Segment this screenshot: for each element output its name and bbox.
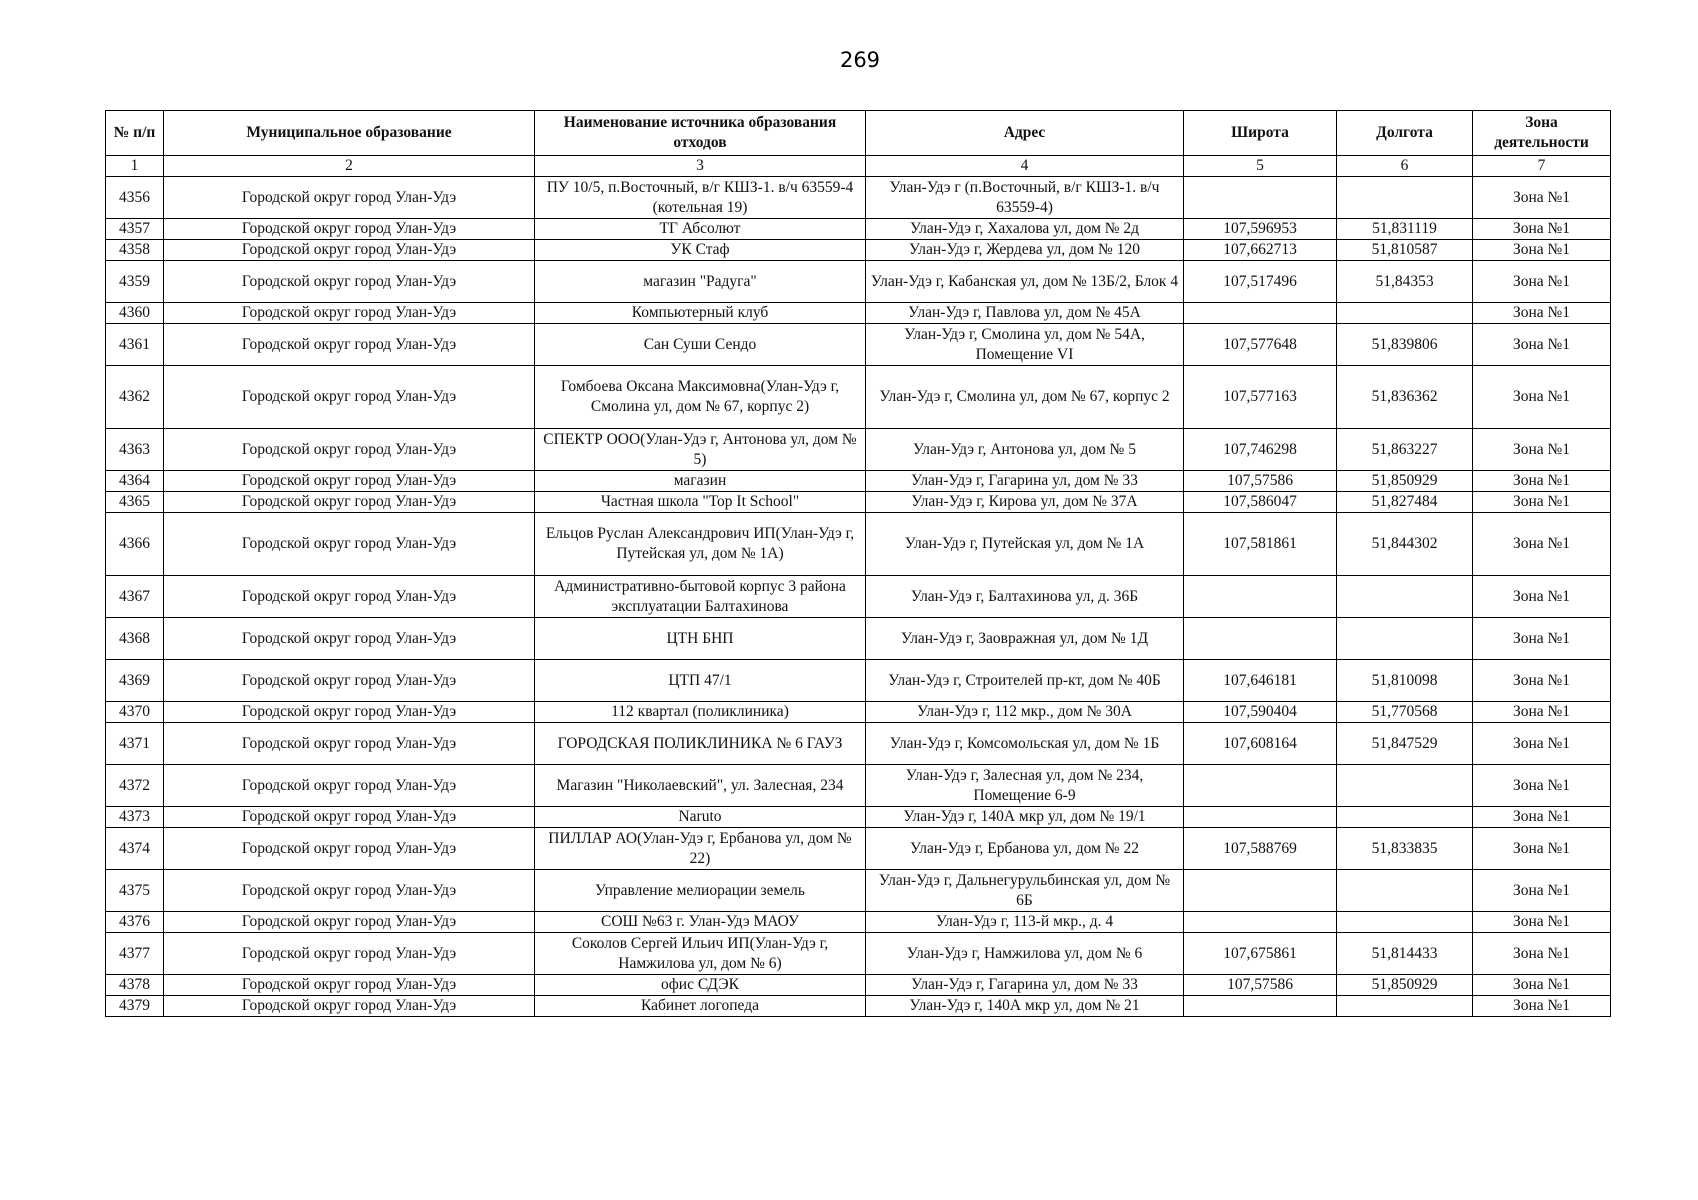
column-number: 5 xyxy=(1184,156,1337,177)
row-number-cell: 4370 xyxy=(106,702,164,723)
table-row xyxy=(106,933,1611,975)
municipality-cell: Городской округ город Улан-Удэ xyxy=(164,471,535,492)
longitude-cell: 51,810098 xyxy=(1337,660,1473,702)
zone-cell: Зона №1 xyxy=(1473,996,1611,1017)
column-number-row xyxy=(106,156,1611,177)
column-number: 6 xyxy=(1337,156,1473,177)
row-number-cell: 4371 xyxy=(106,723,164,765)
table-row xyxy=(106,513,1611,576)
latitude-cell: 107,746298 xyxy=(1184,429,1337,471)
source-cell: Ельцов Руслан Александрович ИП(Улан-Удэ г, Путейская ул, дом № 1А) xyxy=(535,513,866,576)
latitude-cell: 107,581861 xyxy=(1184,513,1337,576)
source-cell: Частная школа "Top It School" xyxy=(535,492,866,513)
address-cell: Улан-Удэ г, Хахалова ул, дом № 2д xyxy=(866,219,1184,240)
latitude-cell xyxy=(1184,870,1337,912)
latitude-cell: 107,57586 xyxy=(1184,975,1337,996)
row-number-cell: 4373 xyxy=(106,807,164,828)
latitude-cell: 107,596953 xyxy=(1184,219,1337,240)
latitude-cell: 107,608164 xyxy=(1184,723,1337,765)
table-row xyxy=(106,240,1611,261)
row-number-cell: 4363 xyxy=(106,429,164,471)
address-cell: Улан-Удэ г, Ербанова ул, дом № 22 xyxy=(866,828,1184,870)
source-cell: ПИЛЛАР АО(Улан-Удэ г, Ербанова ул, дом № 22) xyxy=(535,828,866,870)
row-number-cell: 4366 xyxy=(106,513,164,576)
zone-cell: Зона №1 xyxy=(1473,702,1611,723)
latitude-cell: 107,646181 xyxy=(1184,660,1337,702)
address-cell: Улан-Удэ г, Балтахинова ул, д. 36Б xyxy=(866,576,1184,618)
header-cell: № п/п xyxy=(106,111,164,156)
municipality-cell: Городской округ город Улан-Удэ xyxy=(164,492,535,513)
longitude-cell: 51,833835 xyxy=(1337,828,1473,870)
zone-cell: Зона №1 xyxy=(1473,828,1611,870)
latitude-cell xyxy=(1184,177,1337,219)
row-number-cell: 4378 xyxy=(106,975,164,996)
address-cell: Улан-Удэ г, Кабанская ул, дом № 13Б/2, Блок 4 xyxy=(866,261,1184,303)
source-cell: ЦТП 47/1 xyxy=(535,660,866,702)
table-row xyxy=(106,471,1611,492)
table-row xyxy=(106,702,1611,723)
column-number: 3 xyxy=(535,156,866,177)
zone-cell: Зона №1 xyxy=(1473,933,1611,975)
address-cell: Улан-Удэ г, Дальнегурульбинская ул, дом № 6Б xyxy=(866,870,1184,912)
address-cell: Улан-Удэ г, Павлова ул, дом № 45А xyxy=(866,303,1184,324)
municipality-cell: Городской округ город Улан-Удэ xyxy=(164,870,535,912)
longitude-cell xyxy=(1337,303,1473,324)
longitude-cell xyxy=(1337,912,1473,933)
longitude-cell xyxy=(1337,177,1473,219)
page-number: 269 xyxy=(839,48,881,72)
latitude-cell xyxy=(1184,912,1337,933)
latitude-cell: 107,590404 xyxy=(1184,702,1337,723)
latitude-cell xyxy=(1184,765,1337,807)
zone-cell: Зона №1 xyxy=(1473,870,1611,912)
municipality-cell: Городской округ город Улан-Удэ xyxy=(164,618,535,660)
zone-cell: Зона №1 xyxy=(1473,429,1611,471)
longitude-cell: 51,850929 xyxy=(1337,471,1473,492)
municipality-cell: Городской округ город Улан-Удэ xyxy=(164,240,535,261)
table-row xyxy=(106,828,1611,870)
header-cell: Муниципальное образование xyxy=(164,111,535,156)
zone-cell: Зона №1 xyxy=(1473,912,1611,933)
row-number-cell: 4377 xyxy=(106,933,164,975)
row-number-cell: 4365 xyxy=(106,492,164,513)
address-cell: Улан-Удэ г (п.Восточный, в/г КШЗ-1. в/ч 63559-4) xyxy=(866,177,1184,219)
table-row xyxy=(106,618,1611,660)
source-cell: Кабинет логопеда xyxy=(535,996,866,1017)
table-row xyxy=(106,870,1611,912)
table-row xyxy=(106,261,1611,303)
table-row xyxy=(106,576,1611,618)
source-cell: Магазин "Николаевский", ул. Залесная, 234 xyxy=(535,765,866,807)
source-cell: ГОРОДСКАЯ ПОЛИКЛИНИКА № 6 ГАУЗ xyxy=(535,723,866,765)
address-cell: Улан-Удэ г, Антонова ул, дом № 5 xyxy=(866,429,1184,471)
longitude-cell: 51,839806 xyxy=(1337,324,1473,366)
zone-cell: Зона №1 xyxy=(1473,303,1611,324)
table-row xyxy=(106,177,1611,219)
latitude-cell xyxy=(1184,996,1337,1017)
table-row xyxy=(106,765,1611,807)
municipality-cell: Городской округ город Улан-Удэ xyxy=(164,975,535,996)
longitude-cell: 51,770568 xyxy=(1337,702,1473,723)
zone-cell: Зона №1 xyxy=(1473,723,1611,765)
municipality-cell: Городской округ город Улан-Удэ xyxy=(164,807,535,828)
longitude-cell: 51,810587 xyxy=(1337,240,1473,261)
row-number-cell: 4364 xyxy=(106,471,164,492)
zone-cell: Зона №1 xyxy=(1473,576,1611,618)
address-cell: Улан-Удэ г, Смолина ул, дом № 67, корпус 2 xyxy=(866,366,1184,429)
row-number-cell: 4376 xyxy=(106,912,164,933)
table-row xyxy=(106,807,1611,828)
source-cell: УК Стаф xyxy=(535,240,866,261)
address-cell: Улан-Удэ г, 113-й мкр., д. 4 xyxy=(866,912,1184,933)
municipality-cell: Городской округ город Улан-Удэ xyxy=(164,303,535,324)
municipality-cell: Городской округ город Улан-Удэ xyxy=(164,660,535,702)
address-cell: Улан-Удэ г, Путейская ул, дом № 1А xyxy=(866,513,1184,576)
zone-cell: Зона №1 xyxy=(1473,765,1611,807)
municipality-cell: Городской округ город Улан-Удэ xyxy=(164,177,535,219)
source-cell: 112 квартал (поликлиника) xyxy=(535,702,866,723)
municipality-cell: Городской округ город Улан-Удэ xyxy=(164,324,535,366)
header-cell: Долгота xyxy=(1337,111,1473,156)
municipality-cell: Городской округ город Улан-Удэ xyxy=(164,261,535,303)
table-row xyxy=(106,303,1611,324)
source-cell: Соколов Сергей Ильич ИП(Улан-Удэ г, Намжилова ул, дом № 6) xyxy=(535,933,866,975)
row-number-cell: 4368 xyxy=(106,618,164,660)
longitude-cell: 51,850929 xyxy=(1337,975,1473,996)
source-cell: СПЕКТР ООО(Улан-Удэ г, Антонова ул, дом № 5) xyxy=(535,429,866,471)
row-number-cell: 4356 xyxy=(106,177,164,219)
latitude-cell xyxy=(1184,303,1337,324)
municipality-cell: Городской округ город Улан-Удэ xyxy=(164,723,535,765)
source-cell: ЦТН БНП xyxy=(535,618,866,660)
column-number: 2 xyxy=(164,156,535,177)
zone-cell: Зона №1 xyxy=(1473,975,1611,996)
source-cell: Naruto xyxy=(535,807,866,828)
zone-cell: Зона №1 xyxy=(1473,366,1611,429)
municipality-cell: Городской округ город Улан-Удэ xyxy=(164,828,535,870)
table-row xyxy=(106,723,1611,765)
address-cell: Улан-Удэ г, 112 мкр., дом № 30А xyxy=(866,702,1184,723)
zone-cell: Зона №1 xyxy=(1473,219,1611,240)
latitude-cell xyxy=(1184,576,1337,618)
source-cell: магазин xyxy=(535,471,866,492)
source-cell: офис СДЭК xyxy=(535,975,866,996)
address-cell: Улан-Удэ г, Строителей пр-кт, дом № 40Б xyxy=(866,660,1184,702)
latitude-cell: 107,57586 xyxy=(1184,471,1337,492)
address-cell: Улан-Удэ г, 140А мкр ул, дом № 19/1 xyxy=(866,807,1184,828)
source-cell: ПУ 10/5, п.Восточный, в/г КШЗ-1. в/ч 63559-4 (котельная 19) xyxy=(535,177,866,219)
zone-cell: Зона №1 xyxy=(1473,240,1611,261)
longitude-cell: 51,847529 xyxy=(1337,723,1473,765)
latitude-cell: 107,662713 xyxy=(1184,240,1337,261)
table-row xyxy=(106,219,1611,240)
longitude-cell: 51,84353 xyxy=(1337,261,1473,303)
header-cell: Наименование источника образования отходов xyxy=(535,111,866,156)
address-cell: Улан-Удэ г, 140А мкр ул, дом № 21 xyxy=(866,996,1184,1017)
source-cell: магазин "Радуга" xyxy=(535,261,866,303)
row-number-cell: 4362 xyxy=(106,366,164,429)
longitude-cell xyxy=(1337,576,1473,618)
source-cell: Административно-бытовой корпус 3 района эксплуатации Балтахинова xyxy=(535,576,866,618)
row-number-cell: 4360 xyxy=(106,303,164,324)
row-number-cell: 4358 xyxy=(106,240,164,261)
longitude-cell xyxy=(1337,996,1473,1017)
source-cell: Гомбоева Оксана Максимовна(Улан-Удэ г, Смолина ул, дом № 67, корпус 2) xyxy=(535,366,866,429)
address-cell: Улан-Удэ г, Гагарина ул, дом № 33 xyxy=(866,471,1184,492)
source-cell: Управление мелиорации земель xyxy=(535,870,866,912)
latitude-cell xyxy=(1184,618,1337,660)
zone-cell: Зона №1 xyxy=(1473,492,1611,513)
table-row xyxy=(106,660,1611,702)
row-number-cell: 4357 xyxy=(106,219,164,240)
header-cell: Зона деятельности xyxy=(1473,111,1611,156)
longitude-cell xyxy=(1337,765,1473,807)
address-cell: Улан-Удэ г, Намжилова ул, дом № 6 xyxy=(866,933,1184,975)
table-row xyxy=(106,324,1611,366)
column-number: 4 xyxy=(866,156,1184,177)
column-number: 1 xyxy=(106,156,164,177)
longitude-cell: 51,863227 xyxy=(1337,429,1473,471)
row-number-cell: 4361 xyxy=(106,324,164,366)
row-number-cell: 4369 xyxy=(106,660,164,702)
table-row xyxy=(106,975,1611,996)
table-row xyxy=(106,492,1611,513)
row-number-cell: 4379 xyxy=(106,996,164,1017)
column-number: 7 xyxy=(1473,156,1611,177)
latitude-cell: 107,517496 xyxy=(1184,261,1337,303)
source-cell: Компьютерный клуб xyxy=(535,303,866,324)
source-cell: ТГ Абсолют xyxy=(535,219,866,240)
latitude-cell: 107,588769 xyxy=(1184,828,1337,870)
municipality-cell: Городской округ город Улан-Удэ xyxy=(164,219,535,240)
header-cell: Адрес xyxy=(866,111,1184,156)
zone-cell: Зона №1 xyxy=(1473,618,1611,660)
address-cell: Улан-Удэ г, Кирова ул, дом № 37А xyxy=(866,492,1184,513)
zone-cell: Зона №1 xyxy=(1473,660,1611,702)
table-row xyxy=(106,429,1611,471)
longitude-cell xyxy=(1337,807,1473,828)
longitude-cell: 51,827484 xyxy=(1337,492,1473,513)
municipality-cell: Городской округ город Улан-Удэ xyxy=(164,912,535,933)
row-number-cell: 4367 xyxy=(106,576,164,618)
municipality-cell: Городской округ город Улан-Удэ xyxy=(164,702,535,723)
latitude-cell: 107,586047 xyxy=(1184,492,1337,513)
header-cell: Широта xyxy=(1184,111,1337,156)
latitude-cell: 107,577648 xyxy=(1184,324,1337,366)
longitude-cell: 51,814433 xyxy=(1337,933,1473,975)
row-number-cell: 4359 xyxy=(106,261,164,303)
latitude-cell: 107,675861 xyxy=(1184,933,1337,975)
longitude-cell xyxy=(1337,870,1473,912)
table-row xyxy=(106,366,1611,429)
longitude-cell: 51,836362 xyxy=(1337,366,1473,429)
address-cell: Улан-Удэ г, Заовражная ул, дом № 1Д xyxy=(866,618,1184,660)
row-number-cell: 4372 xyxy=(106,765,164,807)
source-cell: СОШ №63 г. Улан-Удэ МАОУ xyxy=(535,912,866,933)
municipality-cell: Городской округ город Улан-Удэ xyxy=(164,366,535,429)
zone-cell: Зона №1 xyxy=(1473,177,1611,219)
longitude-cell: 51,831119 xyxy=(1337,219,1473,240)
table-row xyxy=(106,996,1611,1017)
municipality-cell: Городской округ город Улан-Удэ xyxy=(164,513,535,576)
address-cell: Улан-Удэ г, Залесная ул, дом № 234, Помещение 6-9 xyxy=(866,765,1184,807)
source-cell: Сан Суши Сендо xyxy=(535,324,866,366)
latitude-cell xyxy=(1184,807,1337,828)
waste-source-table xyxy=(105,110,1611,1017)
header-row xyxy=(106,111,1611,156)
zone-cell: Зона №1 xyxy=(1473,471,1611,492)
zone-cell: Зона №1 xyxy=(1473,807,1611,828)
zone-cell: Зона №1 xyxy=(1473,261,1611,303)
municipality-cell: Городской округ город Улан-Удэ xyxy=(164,576,535,618)
latitude-cell: 107,577163 xyxy=(1184,366,1337,429)
address-cell: Улан-Удэ г, Гагарина ул, дом № 33 xyxy=(866,975,1184,996)
zone-cell: Зона №1 xyxy=(1473,324,1611,366)
municipality-cell: Городской округ город Улан-Удэ xyxy=(164,933,535,975)
table-row xyxy=(106,912,1611,933)
address-cell: Улан-Удэ г, Смолина ул, дом № 54А, Помещение VI xyxy=(866,324,1184,366)
municipality-cell: Городской округ город Улан-Удэ xyxy=(164,996,535,1017)
municipality-cell: Городской округ город Улан-Удэ xyxy=(164,429,535,471)
longitude-cell: 51,844302 xyxy=(1337,513,1473,576)
zone-cell: Зона №1 xyxy=(1473,513,1611,576)
table-body xyxy=(106,177,1611,1017)
row-number-cell: 4375 xyxy=(106,870,164,912)
municipality-cell: Городской округ город Улан-Удэ xyxy=(164,765,535,807)
row-number-cell: 4374 xyxy=(106,828,164,870)
longitude-cell xyxy=(1337,618,1473,660)
address-cell: Улан-Удэ г, Комсомольская ул, дом № 1Б xyxy=(866,723,1184,765)
address-cell: Улан-Удэ г, Жердева ул, дом № 120 xyxy=(866,240,1184,261)
